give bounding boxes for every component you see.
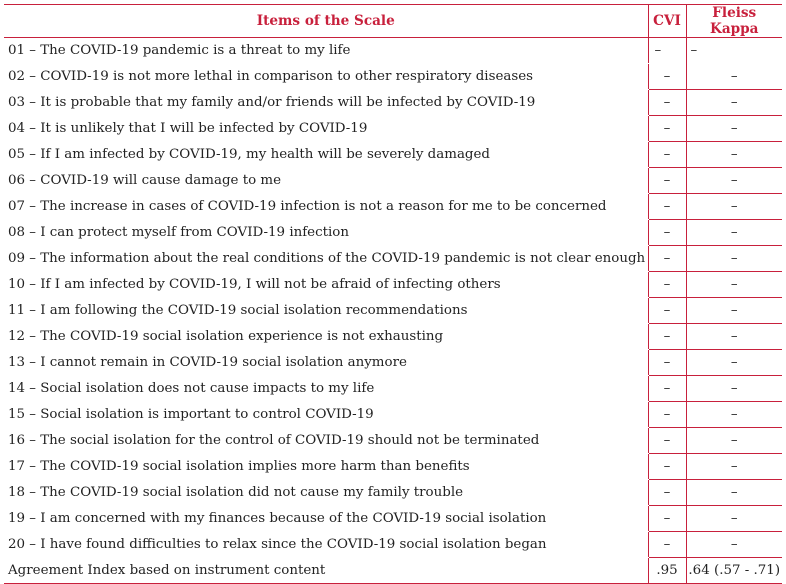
- table-row: [4, 142, 782, 168]
- scale-table: [4, 4, 782, 584]
- table-row: [4, 480, 782, 506]
- table-row: [4, 38, 782, 64]
- header-row: [4, 5, 782, 38]
- table-row: [4, 350, 782, 376]
- cvi-value: –: [648, 480, 686, 506]
- kappa-value: –: [686, 376, 782, 402]
- table-row: [4, 194, 782, 220]
- cvi-value: –: [648, 350, 686, 376]
- table-row: [4, 506, 782, 532]
- item-text: 02 – COVID-19 is not more lethal in comparison to other respiratory diseases: [8, 69, 534, 84]
- item-text: 11 – I am following the COVID-19 social isolation recommendations: [8, 303, 468, 318]
- table-row: [4, 220, 782, 246]
- kappa-value: –: [686, 480, 782, 506]
- kappa-value: –: [686, 272, 782, 298]
- summary-label: Agreement Index based on instrument content: [4, 558, 648, 584]
- item-text: 01 – The COVID-19 pandemic is a threat to my life: [8, 43, 351, 58]
- table-row: [4, 90, 782, 116]
- kappa-value: –: [686, 90, 782, 116]
- kappa-value: –: [686, 454, 782, 480]
- cvi-value: –: [648, 532, 686, 558]
- cvi-value: –: [648, 428, 686, 454]
- item-text: 05 – If I am infected by COVID-19, my health will be severely damaged: [8, 147, 490, 162]
- item-text: 03 – It is probable that my family and/or friends will be infected by COVID-19: [8, 95, 536, 110]
- cvi-value: –: [648, 168, 686, 194]
- table-row: [4, 116, 782, 142]
- table-row: [4, 402, 782, 428]
- kappa-value: –: [686, 116, 782, 142]
- item-text: 13 – I cannot remain in COVID-19 social isolation anymore: [8, 355, 407, 370]
- item-text: 07 – The increase in cases of COVID-19 infection is not a reason for me to be concerned: [8, 199, 607, 214]
- item-text: 17 – The COVID-19 social isolation implies more harm than benefits: [8, 459, 470, 474]
- header-items: Items of the Scale: [4, 5, 648, 38]
- summary-kappa: .64 (.57 - .71): [686, 558, 782, 584]
- item-text: 09 – The information about the real conditions of the COVID-19 pandemic is not clear enough: [8, 251, 646, 266]
- item-text: 14 – Social isolation does not cause impacts to my life: [8, 381, 375, 396]
- kappa-value: –: [686, 402, 782, 428]
- header-kappa: Fleiss Kappa: [686, 5, 782, 38]
- table-row: [4, 272, 782, 298]
- cvi-value: –: [648, 142, 686, 168]
- kappa-value: –: [686, 194, 782, 220]
- item-text: 18 – The COVID-19 social isolation did not cause my family trouble: [8, 485, 464, 500]
- cvi-value: –: [648, 116, 686, 142]
- item-text: 08 – I can protect myself from COVID-19 infection: [8, 225, 349, 240]
- table-row: [4, 454, 782, 480]
- item-text: 06 – COVID-19 will cause damage to me: [8, 173, 282, 188]
- kappa-value: –: [686, 428, 782, 454]
- table-row: [4, 246, 782, 272]
- kappa-value: –: [686, 532, 782, 558]
- table-row: [4, 324, 782, 350]
- kappa-value: –: [686, 142, 782, 168]
- cvi-value: –: [648, 220, 686, 246]
- table-row: [4, 376, 782, 402]
- kappa-value: –: [686, 64, 782, 90]
- cvi-value: –: [648, 38, 686, 64]
- table-row: [4, 532, 782, 558]
- cvi-value: –: [648, 402, 686, 428]
- cvi-value: –: [648, 376, 686, 402]
- item-text: 12 – The COVID-19 social isolation experience is not exhausting: [8, 329, 444, 344]
- table-row: [4, 428, 782, 454]
- cvi-value: –: [648, 324, 686, 350]
- kappa-value: –: [686, 246, 782, 272]
- item-text: 04 – It is unlikely that I will be infected by COVID-19: [8, 121, 368, 136]
- kappa-value: –: [686, 220, 782, 246]
- item-text: 10 – If I am infected by COVID-19, I will not be afraid of infecting others: [8, 277, 501, 292]
- table-row: [4, 168, 782, 194]
- cvi-value: –: [648, 90, 686, 116]
- cvi-value: –: [648, 246, 686, 272]
- cvi-value: –: [648, 506, 686, 532]
- cvi-value: –: [648, 272, 686, 298]
- kappa-value: –: [690, 43, 698, 58]
- kappa-value: –: [686, 350, 782, 376]
- cvi-value: –: [648, 298, 686, 324]
- summary-cvi: .95: [648, 558, 686, 584]
- cvi-value: –: [648, 64, 686, 90]
- kappa-value: –: [686, 168, 782, 194]
- table-row: [4, 298, 782, 324]
- kappa-value: –: [686, 298, 782, 324]
- item-text: 16 – The social isolation for the control of COVID-19 should not be terminated: [8, 433, 540, 448]
- table-row: [4, 64, 782, 90]
- item-text: 15 – Social isolation is important to control COVID-19: [8, 407, 374, 422]
- cvi-value: –: [648, 454, 686, 480]
- kappa-value: –: [686, 324, 782, 350]
- header-cvi: CVI: [648, 5, 686, 38]
- kappa-value: –: [686, 506, 782, 532]
- cvi-value: –: [648, 194, 686, 220]
- item-text: 20 – I have found difficulties to relax since the COVID-19 social isolation began: [8, 537, 547, 552]
- item-text: 19 – I am concerned with my finances because of the COVID-19 social isolation: [8, 511, 547, 526]
